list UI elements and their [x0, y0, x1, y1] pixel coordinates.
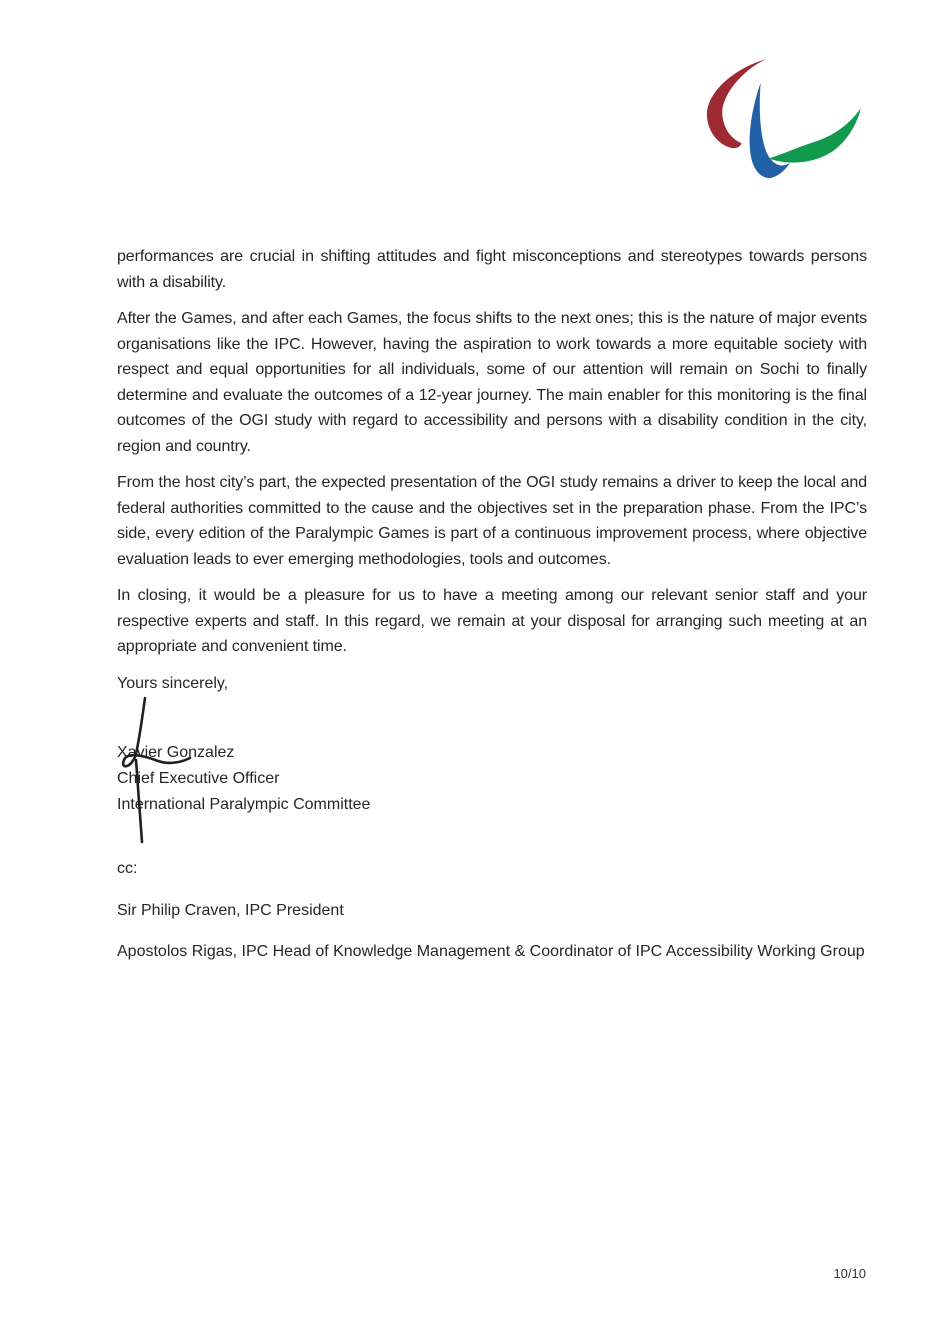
cc-recipient-1: Sir Philip Craven, IPC President — [117, 901, 344, 919]
cc-recipient-2: Apostolos Rigas, IPC Head of Knowledge Management & Coordinator of IPC Accessibility Working Group — [117, 943, 865, 960]
paragraph-3: From the host city’s part, the expected presentation of the OGI study remains a driver to keep the local and federal authorities committed to the cause and the objectives set in the preparation phase. From the IPC’s side, every edition of the Paralympic Games is part of a continuous improvement process, where objective evaluation leads to ever emerging methodologies, tools and outcomes. — [117, 474, 867, 568]
signer-title: Chief Executive Officer — [117, 770, 280, 787]
signer-organization: International Paralympic Committee — [117, 796, 371, 813]
agito-blue — [750, 83, 790, 178]
paragraph-4: In closing, it would be a pleasure for us to have a meeting among our relevant senior staff and your respective experts and staff. In this regard, we remain at your disposal for arranging such meeting at an appropriate and convenient time. — [117, 587, 867, 655]
ipc-agitos-logo — [703, 58, 867, 182]
paragraph-2: After the Games, and after each Games, the focus shifts to the next ones; this is the nature of major events organisations like the IPC. However, having the aspiration to work towards a more equitable society with respect and equal opportunities for all individuals, some of our attention will remain on Sochi to finally determine and evaluate the outcomes of a 12-year journey. The main enabler for this monitoring is the final outcomes of the OGI study with regard to accessibility and persons with a disability condition in the city, region and country. — [117, 310, 867, 455]
signature-block — [117, 740, 867, 818]
paragraph-1: performances are crucial in shifting attitudes and fight misconceptions and stereotypes towards persons with a disability. — [117, 248, 867, 291]
letter-body — [117, 244, 867, 965]
agito-green — [769, 108, 861, 163]
signature-space — [117, 696, 867, 740]
signer-name: Xavier Gonzalez — [117, 744, 235, 761]
cc-label: cc: — [117, 860, 138, 877]
closing-salutation: Yours sincerely, — [117, 674, 229, 692]
page-number: 10/10 — [833, 1266, 866, 1281]
